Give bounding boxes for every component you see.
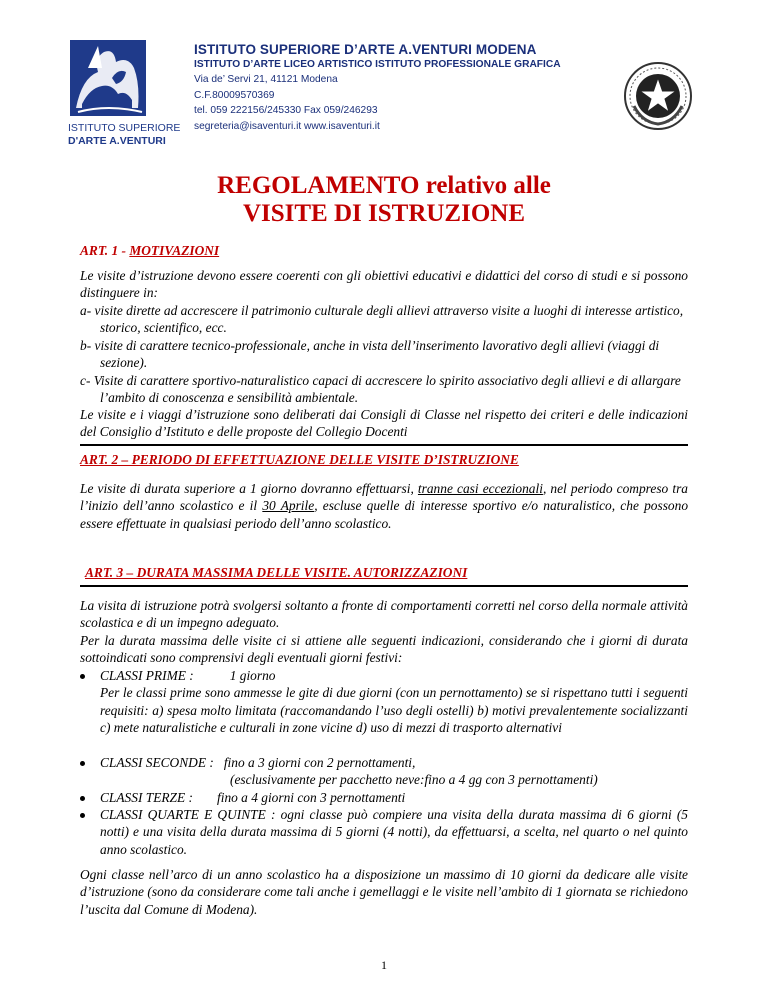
school-name: ISTITUTO SUPERIORE D’ARTE A.VENTURI MODENA [194, 42, 537, 57]
art1-heading: ART. 1 - MOTIVAZIONI [80, 243, 220, 258]
school-cf: C.F.80009570369 [194, 89, 275, 101]
art3-p1: La visita di istruzione potrà svolgersi soltanto a fronte di comportamenti corretti nel corso della normale attività scolastica e di un impegno adeguato. [80, 598, 688, 631]
divider [80, 444, 688, 446]
art1-intro: Le visite d’istruzione devono essere coerenti con gli obiettivi educativi e didattici del corso di studi e si possono distinguere in: [80, 268, 688, 301]
document-title-line-1: REGOLAMENTO relativo alle [217, 172, 551, 199]
art3-p2: Per la durata massima delle visite ci si attiene alle seguenti indicazioni, considerando che i giorni di durata sottoindicati sono comprensivi degli eventuali giorni festivi: [80, 633, 688, 666]
school-address: Via de’ Servi 21, 41121 Modena [194, 74, 338, 85]
art1-item-c: c- Visite di carattere sportivo-naturalistico capaci di accrescere lo spirito associativo degli allievi e di allargare l’ambito di conoscenza e sensibilità ambientale. [80, 373, 681, 406]
school-phone: tel. 059 222156/245330 Fax 059/246293 [194, 105, 378, 116]
bullet-icon [80, 761, 85, 766]
divider [80, 585, 688, 587]
list-item-quarte: CLASSI QUARTE E QUINTE : ogni classe può compiere una visita della durata massima di 6 giorni (5 notti) e una visita della durata massima di 5 giorni (4 notti), da effettuarsi, a scelta, nel quarto o nel quinto anno scolastico. [80, 806, 688, 858]
art1-item-b: b- visite di carattere tecnico-professionale, anche in vista dell’inserimento lavorativo degli allievi (viaggi di sezione). [80, 338, 660, 371]
bullet-icon [80, 674, 85, 679]
logo-text-2: D'ARTE A.VENTURI [68, 135, 166, 147]
list-item-seconde: CLASSI SECONDE : fino a 3 giorni con 2 pernottamenti, (esclusivamente per pacchetto neve:fino a 4 gg con 3 pernottamenti) [80, 754, 688, 789]
bullet-icon [80, 813, 85, 818]
document-title-line-2: VISITE DI ISTRUZIONE [242, 200, 526, 227]
logo-text-1: ISTITUTO SUPERIORE [68, 122, 181, 134]
republic-emblem-icon [622, 60, 694, 132]
art2-heading: ART. 2 – PERIODO DI EFFETTUAZIONE DELLE VISITE D’ISTRUZIONE [80, 452, 519, 467]
school-subtitle: ISTITUTO D’ARTE LICEO ARTISTICO ISTITUTO PROFESSIONALE GRAFICA [194, 59, 561, 70]
page-number: 1 [381, 958, 387, 972]
school-email: segreteria@isaventuri.it www.isaventuri.it [194, 120, 380, 132]
art3-p3: Ogni classe nell’arco di un anno scolastico ha a disposizione un massimo di 10 giorni da dedicare alle visite d’istruzione (sono da considerare come tali anche i gemellaggi e le visite nell’ambito di 1 giornata se richiedono l’uscita dal Comune di Modena). [80, 867, 688, 917]
art3-heading: ART. 3 – DURATA MASSIMA DELLE VISITE. AUTORIZZAZIONI [85, 565, 468, 580]
art1-closing: Le visite e i viaggi d’istruzione sono deliberati dai Consigli di Classe nel rispetto dei criteri e delle indicazioni del Consiglio d’Istituto e delle proposte del Collegio Docenti [80, 407, 688, 440]
art1-item-a: a- visite dirette ad accrescere il patrimonio culturale degli allievi attraverso visite a luoghi di interesse artistico, storico, scientifico, ecc. [80, 303, 684, 336]
list-item-terze: CLASSI TERZE : fino a 4 giorni con 3 pernottamenti [80, 789, 688, 806]
bullet-icon [80, 796, 85, 801]
school-logo [68, 38, 186, 160]
school-info [194, 42, 561, 134]
art2-text: Le visite di durata superiore a 1 giorno dovranno effettuarsi, tranne casi eccezionali, nel periodo compreso tra l’inizio dell’anno scolastico e il 30 Aprile, escluse quelle di interesse sportivo e/o naturalistico, che possono essere effettuate in qualsiasi periodo dell’anno scolastico. [80, 481, 689, 531]
list-item-prime: CLASSI PRIME : 1 giorno Per le classi prime sono ammesse le gite di due giorni (con un pernottamento) se si rispettano tutti i seguenti requisiti: a) spesa molto limitata (raccomandando l’uso degli ostelli) b) motivi prevalentemente socializzanti c) mete naturalistiche e culturali in zone vicine d) uso di mezzi di trasporto alternativi [80, 667, 688, 737]
